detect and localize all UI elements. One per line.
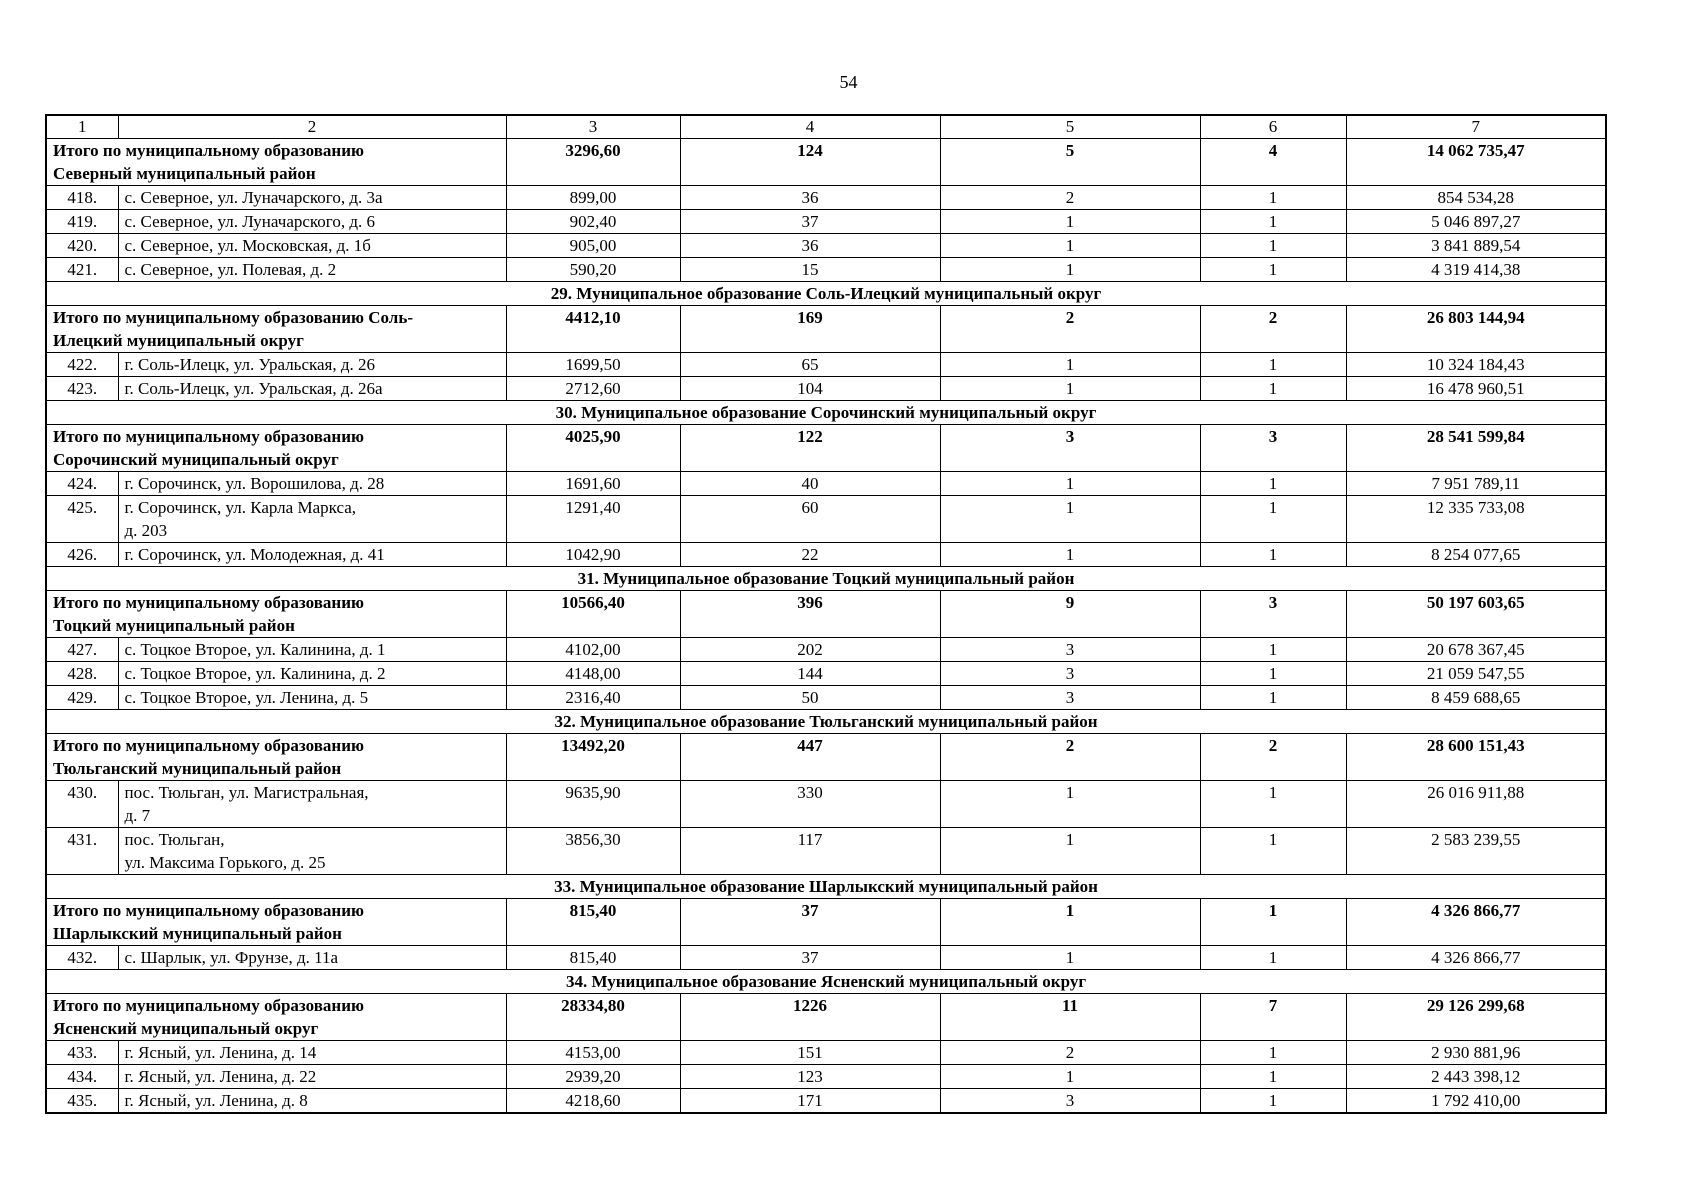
value-cell-7: 5 046 897,27	[1346, 210, 1606, 234]
col-header-2: 2	[118, 115, 506, 139]
value-cell-5: 2	[940, 1041, 1200, 1065]
value-cell-7: 28 541 599,84	[1346, 425, 1606, 472]
address-line: д. 203	[124, 521, 168, 540]
address-line: г. Сорочинск, ул. Ворошилова, д. 28	[124, 474, 385, 493]
table-row	[46, 946, 1606, 970]
value-cell-5: 9	[940, 591, 1200, 638]
value-cell-3: 28334,80	[506, 994, 680, 1041]
value-cell-3: 902,40	[506, 210, 680, 234]
value-cell-7: 26 016 911,88	[1346, 781, 1606, 828]
value-cell-7: 4 326 866,77	[1346, 899, 1606, 946]
value-cell-4: 396	[680, 591, 940, 638]
total-label	[46, 994, 506, 1041]
value-cell-4: 171	[680, 1089, 940, 1114]
value-cell-7: 3 841 889,54	[1346, 234, 1606, 258]
row-number: 434.	[46, 1065, 118, 1089]
row-number: 426.	[46, 543, 118, 567]
total-label	[46, 306, 506, 353]
value-cell-3: 815,40	[506, 899, 680, 946]
value-cell-6: 7	[1200, 994, 1346, 1041]
value-cell-6: 1	[1200, 258, 1346, 282]
value-cell-5: 1	[940, 234, 1200, 258]
value-cell-3: 2712,60	[506, 377, 680, 401]
value-cell-5: 1	[940, 258, 1200, 282]
table-row	[46, 1089, 1606, 1114]
address-cell	[118, 828, 506, 875]
value-cell-6: 3	[1200, 591, 1346, 638]
value-cell-5: 3	[940, 1089, 1200, 1114]
value-cell-4: 123	[680, 1065, 940, 1089]
value-cell-3: 590,20	[506, 258, 680, 282]
address-cell	[118, 1065, 506, 1089]
total-label-line: Итого по муниципальному образованию	[53, 427, 364, 446]
value-cell-7: 12 335 733,08	[1346, 496, 1606, 543]
row-number: 422.	[46, 353, 118, 377]
value-cell-4: 330	[680, 781, 940, 828]
total-label-line: Шарлыкский муниципальный район	[53, 924, 342, 943]
section-header-row	[46, 282, 1606, 306]
page-number: 54	[839, 72, 858, 92]
value-cell-5: 1	[940, 946, 1200, 970]
value-cell-4: 104	[680, 377, 940, 401]
value-cell-6: 2	[1200, 734, 1346, 781]
value-cell-6: 1	[1200, 899, 1346, 946]
total-row	[46, 994, 1606, 1041]
total-label-line: Тоцкий муниципальный район	[53, 616, 295, 635]
value-cell-7: 7 951 789,11	[1346, 472, 1606, 496]
value-cell-7: 29 126 299,68	[1346, 994, 1606, 1041]
section-title: 31. Муниципальное образование Тоцкий муниципальный район	[46, 567, 1606, 591]
value-cell-5: 2	[940, 306, 1200, 353]
address-line: г. Сорочинск, ул. Карла Маркса,	[124, 498, 357, 517]
col-header-5: 5	[940, 115, 1200, 139]
total-row	[46, 591, 1606, 638]
total-row	[46, 899, 1606, 946]
value-cell-5: 1	[940, 472, 1200, 496]
value-cell-6: 1	[1200, 638, 1346, 662]
value-cell-7: 854 534,28	[1346, 186, 1606, 210]
address-line: г. Ясный, ул. Ленина, д. 8	[124, 1091, 308, 1110]
address-line: с. Северное, ул. Полевая, д. 2	[124, 260, 337, 279]
value-cell-6: 1	[1200, 234, 1346, 258]
total-label	[46, 734, 506, 781]
address-line: г. Ясный, ул. Ленина, д. 22	[124, 1067, 317, 1086]
value-cell-6: 1	[1200, 496, 1346, 543]
value-cell-3: 1291,40	[506, 496, 680, 543]
table-row	[46, 781, 1606, 828]
value-cell-3: 2939,20	[506, 1065, 680, 1089]
address-line: с. Тоцкое Второе, ул. Калинина, д. 1	[124, 640, 386, 659]
value-cell-5: 1	[940, 1065, 1200, 1089]
value-cell-7: 2 443 398,12	[1346, 1065, 1606, 1089]
value-cell-5: 1	[940, 377, 1200, 401]
value-cell-6: 1	[1200, 1041, 1346, 1065]
value-cell-5: 2	[940, 734, 1200, 781]
address-line: с. Шарлык, ул. Фрунзе, д. 11а	[124, 948, 339, 967]
row-number: 418.	[46, 186, 118, 210]
table-row	[46, 234, 1606, 258]
value-cell-7: 2 583 239,55	[1346, 828, 1606, 875]
address-cell	[118, 234, 506, 258]
address-line: г. Ясный, ул. Ленина, д. 14	[124, 1043, 317, 1062]
col-header-4: 4	[680, 115, 940, 139]
total-row	[46, 139, 1606, 186]
value-cell-5: 3	[940, 425, 1200, 472]
value-cell-3: 4153,00	[506, 1041, 680, 1065]
value-cell-3: 4025,90	[506, 425, 680, 472]
section-title: 32. Муниципальное образование Тюльганский муниципальный район	[46, 710, 1606, 734]
value-cell-4: 1226	[680, 994, 940, 1041]
value-cell-7: 28 600 151,43	[1346, 734, 1606, 781]
total-label-line: Итого по муниципальному образованию	[53, 593, 364, 612]
total-label-line: Итого по муниципальному образованию	[53, 901, 364, 920]
row-number: 431.	[46, 828, 118, 875]
column-number-row	[46, 115, 1606, 139]
total-label-line: Итого по муниципальному образованию Соль-	[53, 308, 413, 327]
value-cell-6: 1	[1200, 781, 1346, 828]
value-cell-4: 37	[680, 899, 940, 946]
value-cell-7: 50 197 603,65	[1346, 591, 1606, 638]
value-cell-4: 202	[680, 638, 940, 662]
section-header-row	[46, 401, 1606, 425]
value-cell-6: 1	[1200, 353, 1346, 377]
address-cell	[118, 186, 506, 210]
value-cell-4: 65	[680, 353, 940, 377]
total-label-line: Итого по муниципальному образованию	[53, 736, 364, 755]
row-number: 433.	[46, 1041, 118, 1065]
table-row	[46, 496, 1606, 543]
total-row	[46, 425, 1606, 472]
row-number: 424.	[46, 472, 118, 496]
address-cell	[118, 662, 506, 686]
value-cell-5: 1	[940, 353, 1200, 377]
value-cell-7: 8 459 688,65	[1346, 686, 1606, 710]
address-line: д. 7	[124, 806, 151, 825]
address-cell	[118, 1041, 506, 1065]
value-cell-5: 1	[940, 781, 1200, 828]
address-line: с. Северное, ул. Луначарского, д. 6	[124, 212, 376, 231]
address-line: пос. Тюльган, ул. Магистральная,	[124, 783, 369, 802]
value-cell-7: 16 478 960,51	[1346, 377, 1606, 401]
section-title: 29. Муниципальное образование Соль-Илецкий муниципальный округ	[46, 282, 1606, 306]
address-cell	[118, 258, 506, 282]
value-cell-5: 1	[940, 543, 1200, 567]
address-cell	[118, 353, 506, 377]
address-cell	[118, 686, 506, 710]
address-line: ул. Максима Горького, д. 25	[124, 853, 326, 872]
section-title: 34. Муниципальное образование Ясненский муниципальный округ	[46, 970, 1606, 994]
section-header-row	[46, 970, 1606, 994]
section-title: 33. Муниципальное образование Шарлыкский муниципальный район	[46, 875, 1606, 899]
address-line: г. Соль-Илецк, ул. Уральская, д. 26	[124, 355, 376, 374]
total-label-line: Итого по муниципальному образованию	[53, 996, 364, 1015]
value-cell-4: 22	[680, 543, 940, 567]
row-number: 421.	[46, 258, 118, 282]
address-cell	[118, 781, 506, 828]
value-cell-6: 1	[1200, 1089, 1346, 1114]
total-label	[46, 899, 506, 946]
value-cell-3: 10566,40	[506, 591, 680, 638]
value-cell-3: 1699,50	[506, 353, 680, 377]
col-header-7: 7	[1346, 115, 1606, 139]
address-line: с. Северное, ул. Луначарского, д. 3а	[124, 188, 383, 207]
section-header-row	[46, 875, 1606, 899]
address-cell	[118, 543, 506, 567]
value-cell-5: 1	[940, 828, 1200, 875]
value-cell-4: 117	[680, 828, 940, 875]
table-row	[46, 543, 1606, 567]
value-cell-3: 2316,40	[506, 686, 680, 710]
value-cell-7: 14 062 735,47	[1346, 139, 1606, 186]
value-cell-4: 447	[680, 734, 940, 781]
value-cell-3: 13492,20	[506, 734, 680, 781]
table-row	[46, 638, 1606, 662]
address-cell	[118, 1089, 506, 1114]
address-line: г. Соль-Илецк, ул. Уральская, д. 26а	[124, 379, 383, 398]
total-label-line: Тюльганский муниципальный район	[53, 759, 342, 778]
value-cell-6: 1	[1200, 662, 1346, 686]
value-cell-3: 4218,60	[506, 1089, 680, 1114]
value-cell-6: 1	[1200, 1065, 1346, 1089]
value-cell-3: 9635,90	[506, 781, 680, 828]
value-cell-6: 1	[1200, 686, 1346, 710]
row-number: 432.	[46, 946, 118, 970]
row-number: 420.	[46, 234, 118, 258]
value-cell-3: 1042,90	[506, 543, 680, 567]
address-cell	[118, 210, 506, 234]
address-cell	[118, 946, 506, 970]
row-number: 430.	[46, 781, 118, 828]
table-row	[46, 353, 1606, 377]
value-cell-3: 905,00	[506, 234, 680, 258]
value-cell-5: 3	[940, 686, 1200, 710]
row-number: 425.	[46, 496, 118, 543]
address-cell	[118, 472, 506, 496]
value-cell-6: 1	[1200, 210, 1346, 234]
table-row	[46, 186, 1606, 210]
value-cell-3: 4148,00	[506, 662, 680, 686]
col-header-3: 3	[506, 115, 680, 139]
col-header-6: 6	[1200, 115, 1346, 139]
address-line: пос. Тюльган,	[124, 830, 225, 849]
total-label-line: Итого по муниципальному образованию	[53, 141, 364, 160]
row-number: 435.	[46, 1089, 118, 1114]
value-cell-6: 1	[1200, 946, 1346, 970]
table-row	[46, 828, 1606, 875]
value-cell-5: 1	[940, 899, 1200, 946]
col-header-1: 1	[46, 115, 118, 139]
total-label	[46, 591, 506, 638]
value-cell-6: 3	[1200, 425, 1346, 472]
value-cell-4: 169	[680, 306, 940, 353]
value-cell-3: 3296,60	[506, 139, 680, 186]
address-line: с. Северное, ул. Московская, д. 1б	[124, 236, 371, 255]
value-cell-6: 1	[1200, 543, 1346, 567]
value-cell-7: 4 326 866,77	[1346, 946, 1606, 970]
total-label-line: Северный муниципальный район	[53, 164, 316, 183]
table-row	[46, 210, 1606, 234]
value-cell-4: 151	[680, 1041, 940, 1065]
total-label-line: Илецкий муниципальный округ	[53, 331, 304, 350]
address-line: г. Сорочинск, ул. Молодежная, д. 41	[124, 545, 385, 564]
value-cell-7: 8 254 077,65	[1346, 543, 1606, 567]
value-cell-4: 36	[680, 234, 940, 258]
value-cell-3: 3856,30	[506, 828, 680, 875]
value-cell-4: 50	[680, 686, 940, 710]
value-cell-7: 4 319 414,38	[1346, 258, 1606, 282]
address-cell	[118, 377, 506, 401]
address-line: с. Тоцкое Второе, ул. Ленина, д. 5	[124, 688, 369, 707]
row-number: 428.	[46, 662, 118, 686]
table-body	[46, 115, 1606, 1113]
section-header-row	[46, 567, 1606, 591]
value-cell-6: 1	[1200, 828, 1346, 875]
section-header-row	[46, 710, 1606, 734]
total-label	[46, 425, 506, 472]
total-label-line: Ясненский муниципальный округ	[53, 1019, 319, 1038]
value-cell-7: 10 324 184,43	[1346, 353, 1606, 377]
value-cell-3: 815,40	[506, 946, 680, 970]
total-row	[46, 306, 1606, 353]
value-cell-5: 2	[940, 186, 1200, 210]
value-cell-4: 40	[680, 472, 940, 496]
value-cell-7: 21 059 547,55	[1346, 662, 1606, 686]
housing-table	[45, 114, 1607, 1114]
value-cell-5: 3	[940, 638, 1200, 662]
table-row	[46, 1041, 1606, 1065]
row-number: 429.	[46, 686, 118, 710]
row-number: 419.	[46, 210, 118, 234]
value-cell-4: 60	[680, 496, 940, 543]
value-cell-4: 124	[680, 139, 940, 186]
table-row	[46, 1065, 1606, 1089]
value-cell-6: 1	[1200, 472, 1346, 496]
section-title: 30. Муниципальное образование Сорочинский муниципальный округ	[46, 401, 1606, 425]
value-cell-6: 2	[1200, 306, 1346, 353]
address-line: с. Тоцкое Второе, ул. Калинина, д. 2	[124, 664, 386, 683]
value-cell-5: 3	[940, 662, 1200, 686]
table-row	[46, 662, 1606, 686]
row-number: 423.	[46, 377, 118, 401]
value-cell-4: 15	[680, 258, 940, 282]
table-row	[46, 258, 1606, 282]
address-cell	[118, 638, 506, 662]
value-cell-5: 1	[940, 210, 1200, 234]
value-cell-4: 36	[680, 186, 940, 210]
value-cell-7: 20 678 367,45	[1346, 638, 1606, 662]
value-cell-6: 1	[1200, 377, 1346, 401]
table-row	[46, 686, 1606, 710]
row-number: 427.	[46, 638, 118, 662]
value-cell-3: 4102,00	[506, 638, 680, 662]
total-label-line: Сорочинский муниципальный округ	[53, 450, 339, 469]
value-cell-4: 37	[680, 946, 940, 970]
value-cell-3: 4412,10	[506, 306, 680, 353]
total-label	[46, 139, 506, 186]
value-cell-4: 144	[680, 662, 940, 686]
address-cell	[118, 496, 506, 543]
value-cell-7: 2 930 881,96	[1346, 1041, 1606, 1065]
value-cell-6: 4	[1200, 139, 1346, 186]
value-cell-3: 1691,60	[506, 472, 680, 496]
value-cell-6: 1	[1200, 186, 1346, 210]
value-cell-4: 37	[680, 210, 940, 234]
value-cell-5: 1	[940, 496, 1200, 543]
value-cell-4: 122	[680, 425, 940, 472]
value-cell-3: 899,00	[506, 186, 680, 210]
value-cell-5: 5	[940, 139, 1200, 186]
table-row	[46, 377, 1606, 401]
value-cell-5: 11	[940, 994, 1200, 1041]
value-cell-7: 26 803 144,94	[1346, 306, 1606, 353]
value-cell-7: 1 792 410,00	[1346, 1089, 1606, 1114]
table-row	[46, 472, 1606, 496]
total-row	[46, 734, 1606, 781]
